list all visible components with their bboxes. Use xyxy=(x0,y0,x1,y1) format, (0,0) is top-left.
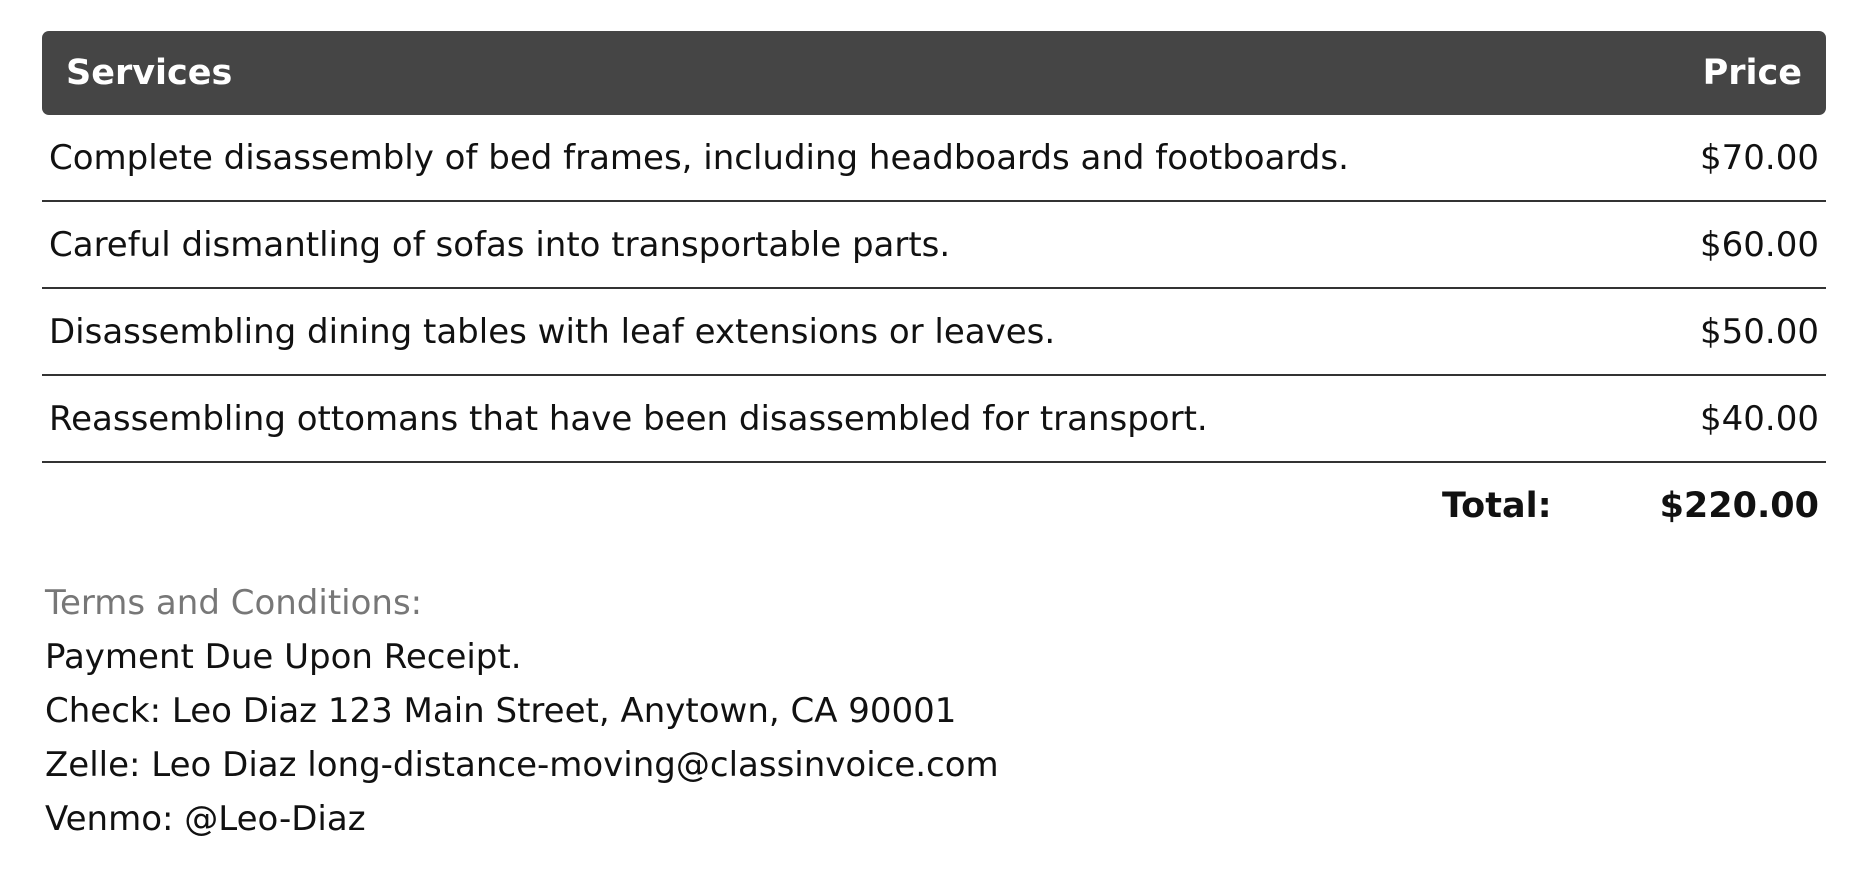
price-column-header: Price xyxy=(1702,53,1802,93)
payment-due-line: Payment Due Upon Receipt. xyxy=(45,637,522,677)
terms-title: Terms and Conditions: xyxy=(45,583,423,623)
services-column-header: Services xyxy=(66,53,233,93)
venmo-payment-line: Venmo: @Leo-Diaz xyxy=(45,799,366,839)
service-description: Reassembling ottomans that have been disassembled for transport. xyxy=(49,398,1208,439)
check-payment-line: Check: Leo Diaz 123 Main Street, Anytown, CA 90001 xyxy=(45,691,957,731)
table-row xyxy=(42,376,1826,463)
zelle-payment-line: Zelle: Leo Diaz long-distance-moving@classinvoice.com xyxy=(45,745,999,785)
table-row xyxy=(42,289,1826,376)
service-description: Disassembling dining tables with leaf extensions or leaves. xyxy=(49,311,1056,352)
total-label: Total: xyxy=(1441,486,1552,526)
service-price: $60.00 xyxy=(1700,224,1819,265)
service-price: $50.00 xyxy=(1700,311,1819,352)
service-description: Careful dismantling of sofas into transportable parts. xyxy=(49,224,951,265)
terms-section xyxy=(45,576,999,846)
table-header xyxy=(42,31,1826,115)
service-price: $70.00 xyxy=(1700,137,1819,178)
table-row xyxy=(42,202,1826,289)
service-price: $40.00 xyxy=(1700,398,1819,439)
total-row xyxy=(42,463,1826,549)
service-description: Complete disassembly of bed frames, including headboards and footboards. xyxy=(49,137,1349,178)
total-value: $220.00 xyxy=(1659,486,1819,526)
services-table xyxy=(42,31,1826,549)
table-row xyxy=(42,115,1826,202)
